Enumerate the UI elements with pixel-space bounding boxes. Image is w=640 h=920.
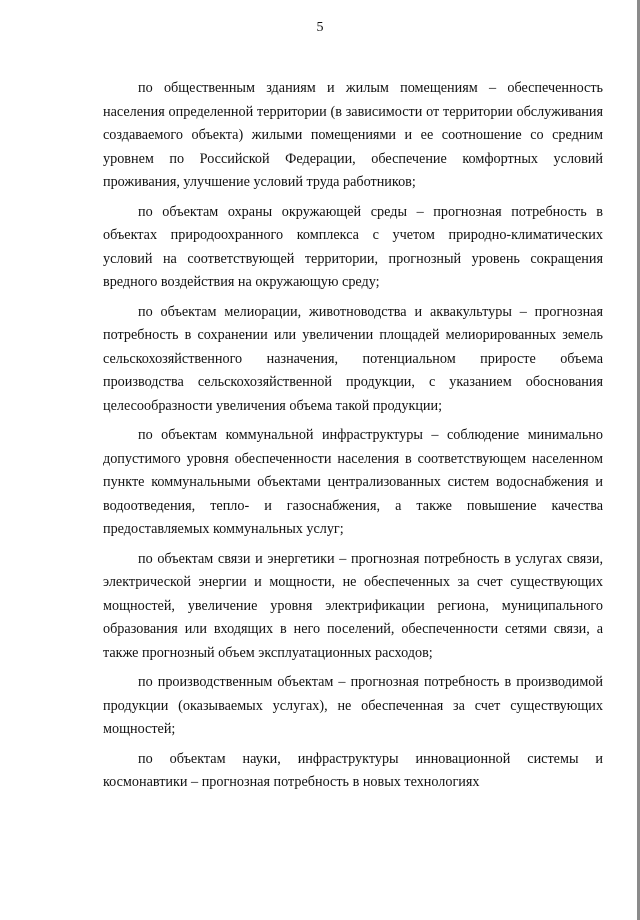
paragraph-communal-infrastructure: по объектам коммунальной инфраструктуры – соблюдение минимально допустимого уровня обеспеченности населения в соответствующем населенном пункте коммунальными объектами централизованных систем водоснабжения и водоотведения, тепло- и газоснабжения, а также повышение качества предоставляемых коммунальных услуг; [103, 427, 603, 537]
document-body [103, 77, 603, 801]
paragraph-melioration: по объектам мелиорации, животноводства и аквакультуры – прогнозная потребность в сохранении или увеличении площадей мелиорированных земель сельскохозяйственного назначения, потенциальном приросте объема производства сельскохозяйственной продукции, с указанием обоснования целесообразности увеличения объема такой продукции; [103, 303, 603, 414]
paragraph-science-innovation: по объектам науки, инфраструктуры инновационной системы и космонавтики – прогнозная потребность в новых технологиях [103, 750, 603, 790]
paragraph-communication-energy: по объектам связи и энергетики – прогнозная потребность в услугах связи, электрической энергии и мощности, не обеспеченных за счет существующих мощностей, увеличение уровня электрификации региона, муниципального образования или входящих в него поселений, обеспеченности сетями связи, а также прогнозный объем эксплуатационных расходов; [103, 550, 603, 661]
paragraph-environment-protection: по объектам охраны окружающей среды – прогнозная потребность в объектах природоохранного комплекса с учетом природно-климатических условий на соответствующей территории, прогнозный уровень сокращения вредного воздействия на окружающую среду; [103, 203, 603, 290]
page-number: 5 [316, 20, 324, 35]
paragraph-production-objects: по производственным объектам – прогнозная потребность в производимой продукции (оказываемых услугах), не обеспеченная за счет существующих мощностей; [103, 674, 603, 737]
paragraph-residential-buildings: по общественным зданиям и жилым помещениям – обеспеченность населения определенной территории (в зависимости от территории обслуживания создаваемого объекта) жилыми помещениями и ее соотношение со средним уровнем по Российской Федерации, обеспечение комфортных условий проживания, улучшение условий труда работников; [103, 80, 603, 190]
